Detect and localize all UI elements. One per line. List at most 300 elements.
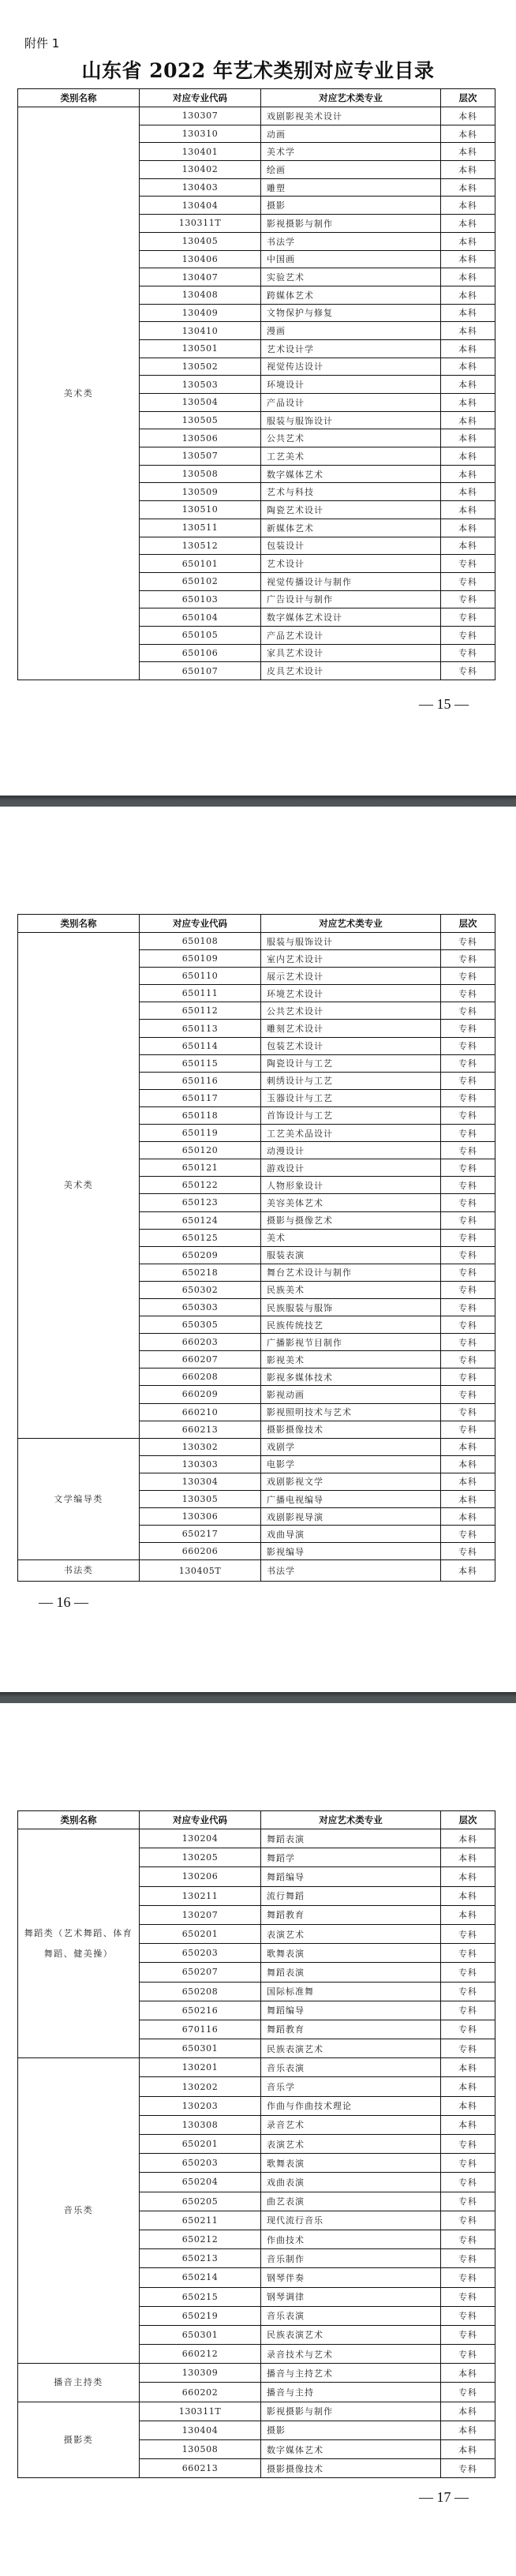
major-code-cell: 650113 [140, 1020, 261, 1037]
major-code-cell: 130201 [140, 2058, 261, 2077]
level-cell: 本科 [441, 376, 495, 394]
major-code-cell: 650217 [140, 1526, 261, 1543]
level-cell: 专科 [441, 1020, 495, 1037]
major-name-cell: 戏曲导演 [261, 1526, 441, 1543]
major-code-cell: 650105 [140, 626, 261, 644]
level-cell: 本科 [441, 161, 495, 179]
major-code-cell: 650106 [140, 644, 261, 662]
major-name-cell: 服装表演 [261, 1246, 441, 1264]
major-name-cell: 民族美术 [261, 1281, 441, 1298]
major-code-cell: 650204 [140, 2173, 261, 2192]
level-cell: 专科 [441, 590, 495, 608]
header-code: 对应专业代码 [140, 89, 261, 107]
major-code-cell: 650215 [140, 2287, 261, 2306]
major-name-cell: 流行舞蹈 [261, 1886, 441, 1905]
level-cell: 本科 [441, 465, 495, 483]
major-code-cell: 650301 [140, 2325, 261, 2344]
major-code-cell: 130503 [140, 376, 261, 394]
major-name-cell: 曲艺表演 [261, 2192, 441, 2211]
document-title: 山东省 2022 年艺术类别对应专业目录 [81, 59, 435, 82]
major-code-cell: 650214 [140, 2268, 261, 2287]
major-name-cell: 钢琴伴奏 [261, 2268, 441, 2287]
level-cell: 专科 [441, 555, 495, 573]
level-cell: 专科 [441, 572, 495, 590]
major-code-cell: 130204 [140, 1829, 261, 1848]
major-code-cell: 130310 [140, 125, 261, 143]
major-name-cell: 戏剧影视导演 [261, 1508, 441, 1526]
major-name-cell: 首饰设计与工艺 [261, 1106, 441, 1124]
major-code-cell: 650112 [140, 1002, 261, 1020]
level-cell: 本科 [441, 1438, 495, 1455]
major-code-cell: 650104 [140, 608, 261, 627]
header-category: 类别名称 [18, 915, 140, 933]
level-cell: 本科 [441, 2058, 495, 2077]
major-name-cell: 绘画 [261, 161, 441, 179]
major-name-cell: 作曲技术 [261, 2230, 441, 2248]
category-name-cell: 文学编导类 [18, 1438, 140, 1560]
level-cell: 专科 [441, 1037, 495, 1054]
major-code-cell: 130405 [140, 232, 261, 250]
major-code-cell: 670116 [140, 2020, 261, 2039]
major-name-cell: 公共艺术 [261, 429, 441, 447]
level-cell: 本科 [441, 286, 495, 304]
level-cell: 专科 [441, 1982, 495, 2001]
major-code-cell: 650109 [140, 950, 261, 968]
level-cell: 本科 [441, 2364, 495, 2383]
major-code-cell: 650212 [140, 2230, 261, 2248]
major-name-cell: 雕塑 [261, 178, 441, 197]
major-name-cell: 影视编导 [261, 1543, 441, 1560]
level-cell: 本科 [441, 447, 495, 466]
major-code-cell: 130206 [140, 1867, 261, 1886]
level-cell: 本科 [441, 537, 495, 555]
major-name-cell: 漫画 [261, 322, 441, 340]
major-code-cell: 650208 [140, 1982, 261, 2001]
major-name-cell: 音乐表演 [261, 2306, 441, 2325]
major-code-cell: 660202 [140, 2383, 261, 2402]
major-name-cell: 摄影摄像技术 [261, 1421, 441, 1438]
major-name-cell: 现代流行音乐 [261, 2211, 441, 2230]
header-major: 对应艺术类专业 [261, 1811, 441, 1829]
major-name-cell: 电影学 [261, 1455, 441, 1473]
major-name-cell: 录音技术与艺术 [261, 2345, 441, 2364]
table-row [18, 2364, 495, 2383]
major-code-cell: 650213 [140, 2249, 261, 2268]
major-name-cell: 美术 [261, 1229, 441, 1246]
level-cell: 本科 [441, 2421, 495, 2439]
level-cell: 本科 [441, 268, 495, 286]
table-header-row [18, 1811, 495, 1829]
category-name-cell: 美术类 [18, 107, 140, 680]
level-cell: 本科 [441, 1473, 495, 1490]
level-cell: 本科 [441, 501, 495, 519]
level-cell: 专科 [441, 1944, 495, 1963]
level-cell: 本科 [441, 1886, 495, 1905]
major-name-cell: 播音与主持艺术 [261, 2364, 441, 2383]
major-name-cell: 书法学 [261, 1560, 441, 1582]
major-code-cell: 650101 [140, 555, 261, 573]
level-cell: 专科 [441, 2039, 495, 2058]
level-cell: 本科 [441, 394, 495, 412]
major-name-cell: 民族传统技艺 [261, 1316, 441, 1334]
major-name-cell: 舞蹈学 [261, 1848, 441, 1867]
major-name-cell: 公共艺术设计 [261, 1002, 441, 1020]
level-cell: 专科 [441, 644, 495, 662]
major-code-cell: 130207 [140, 1905, 261, 1924]
major-code-cell: 650209 [140, 1246, 261, 1264]
major-code-cell: 650201 [140, 2135, 261, 2154]
major-code-cell: 130309 [140, 2364, 261, 2383]
header-category: 类别名称 [18, 1811, 140, 1829]
major-name-cell: 表演艺术 [261, 2135, 441, 2154]
major-code-cell: 130501 [140, 339, 261, 358]
level-cell: 本科 [441, 107, 495, 125]
level-cell: 专科 [441, 2325, 495, 2344]
major-code-cell: 130303 [140, 1455, 261, 1473]
major-code-cell: 130511 [140, 519, 261, 537]
major-code-cell: 130410 [140, 322, 261, 340]
major-name-cell: 刺绣设计与工艺 [261, 1072, 441, 1089]
level-cell: 专科 [441, 1264, 495, 1281]
major-name-cell: 影视动画 [261, 1386, 441, 1403]
major-code-cell: 130507 [140, 447, 261, 466]
level-cell: 专科 [441, 2211, 495, 2230]
major-code-cell: 130502 [140, 358, 261, 376]
level-cell: 本科 [441, 339, 495, 358]
category-name-cell: 书法类 [18, 1560, 140, 1582]
major-name-cell: 游戏设计 [261, 1159, 441, 1177]
major-code-cell: 130311T [140, 2402, 261, 2421]
level-cell: 本科 [441, 358, 495, 376]
major-code-cell: 650203 [140, 2154, 261, 2173]
major-code-cell: 650118 [140, 1106, 261, 1124]
major-code-cell: 650111 [140, 985, 261, 1002]
level-cell: 专科 [441, 1526, 495, 1543]
major-name-cell: 民族表演艺术 [261, 2325, 441, 2344]
major-name-cell: 影视照明技术与艺术 [261, 1403, 441, 1421]
major-name-cell: 戏曲表演 [261, 2173, 441, 2192]
level-cell: 专科 [441, 2383, 495, 2402]
level-cell: 本科 [441, 2440, 495, 2459]
level-cell: 本科 [441, 1848, 495, 1867]
major-code-cell: 130306 [140, 1508, 261, 1526]
level-cell: 专科 [441, 1194, 495, 1211]
major-name-cell: 摄影 [261, 2421, 441, 2439]
major-table-page-17 [17, 1810, 495, 2478]
major-code-cell: 660212 [140, 2345, 261, 2364]
major-name-cell: 包装艺术设计 [261, 1037, 441, 1054]
level-cell: 本科 [441, 250, 495, 268]
major-code-cell: 130407 [140, 268, 261, 286]
major-name-cell: 歌舞表演 [261, 2154, 441, 2173]
major-code-cell: 650116 [140, 1072, 261, 1089]
header-code: 对应专业代码 [140, 915, 261, 933]
major-code-cell: 130305 [140, 1491, 261, 1508]
major-name-cell: 产品艺术设计 [261, 626, 441, 644]
major-code-cell: 650114 [140, 1037, 261, 1054]
table-row [18, 2058, 495, 2077]
major-code-cell: 650303 [140, 1298, 261, 1316]
major-name-cell: 动漫设计 [261, 1142, 441, 1159]
level-cell: 专科 [441, 1368, 495, 1386]
level-cell: 专科 [441, 2001, 495, 2020]
level-cell: 本科 [441, 2077, 495, 2096]
level-cell: 专科 [441, 2135, 495, 2154]
table-row [18, 107, 495, 125]
level-cell: 本科 [441, 125, 495, 143]
major-code-cell: 130202 [140, 2077, 261, 2096]
major-code-cell: 650301 [140, 2039, 261, 2058]
table-header-row [18, 89, 495, 107]
major-code-cell: 650117 [140, 1089, 261, 1106]
level-cell: 专科 [441, 1177, 495, 1194]
major-name-cell: 音乐学 [261, 2077, 441, 2096]
category-name-cell: 播音主持类 [18, 2364, 140, 2402]
major-code-cell: 650123 [140, 1194, 261, 1211]
major-name-cell: 国际标准舞 [261, 1982, 441, 2001]
major-name-cell: 戏剧影视美术设计 [261, 107, 441, 125]
level-cell: 专科 [441, 1963, 495, 1982]
level-cell: 本科 [441, 215, 495, 233]
major-code-cell: 130405T [140, 1560, 261, 1582]
level-cell: 专科 [441, 1229, 495, 1246]
header-major: 对应艺术类专业 [261, 915, 441, 933]
major-name-cell: 广播电视编导 [261, 1491, 441, 1508]
major-code-cell: 650218 [140, 1264, 261, 1281]
major-name-cell: 舞蹈教育 [261, 1905, 441, 1924]
level-cell: 专科 [441, 2173, 495, 2192]
major-name-cell: 人物形象设计 [261, 1177, 441, 1194]
major-name-cell: 视觉传达设计 [261, 358, 441, 376]
level-cell: 专科 [441, 1351, 495, 1368]
major-name-cell: 美容美体艺术 [261, 1194, 441, 1211]
major-name-cell: 服装与服饰设计 [261, 411, 441, 429]
major-name-cell: 舞蹈表演 [261, 1829, 441, 1848]
major-name-cell: 环境艺术设计 [261, 985, 441, 1002]
major-code-cell: 660207 [140, 1351, 261, 1368]
level-cell: 专科 [441, 1054, 495, 1072]
level-cell: 专科 [441, 1211, 495, 1229]
header-level: 层次 [441, 915, 495, 933]
major-code-cell: 650121 [140, 1159, 261, 1177]
major-name-cell: 文物保护与修复 [261, 304, 441, 322]
level-cell: 专科 [441, 968, 495, 985]
major-name-cell: 包装设计 [261, 537, 441, 555]
major-name-cell: 民族表演艺术 [261, 2039, 441, 2058]
major-name-cell: 服装与服饰设计 [261, 933, 441, 950]
level-cell: 专科 [441, 1089, 495, 1106]
major-name-cell: 舞台艺术设计与制作 [261, 1264, 441, 1281]
level-cell: 专科 [441, 1072, 495, 1089]
level-cell: 专科 [441, 2020, 495, 2039]
major-code-cell: 130211 [140, 1886, 261, 1905]
header-major: 对应艺术类专业 [261, 89, 441, 107]
major-code-cell: 650119 [140, 1125, 261, 1142]
major-code-cell: 130403 [140, 178, 261, 197]
major-name-cell: 摄影 [261, 197, 441, 215]
major-name-cell: 中国画 [261, 250, 441, 268]
major-name-cell: 数字媒体艺术 [261, 465, 441, 483]
major-name-cell: 影视美术 [261, 1351, 441, 1368]
major-code-cell: 660209 [140, 1386, 261, 1403]
major-code-cell: 650103 [140, 590, 261, 608]
category-name-cell: 摄影类 [18, 2402, 140, 2478]
level-cell: 专科 [441, 1403, 495, 1421]
major-code-cell: 650207 [140, 1963, 261, 1982]
major-code-cell: 650201 [140, 1924, 261, 1943]
attachment-label: 附件 1 [24, 36, 60, 51]
major-name-cell: 音乐制作 [261, 2249, 441, 2268]
level-cell: 本科 [441, 322, 495, 340]
level-cell: 本科 [441, 1560, 495, 1582]
major-code-cell: 650124 [140, 1211, 261, 1229]
category-name-cell: 音乐类 [18, 2058, 140, 2364]
major-name-cell: 雕刻艺术设计 [261, 1020, 441, 1037]
level-cell: 专科 [441, 1298, 495, 1316]
major-code-cell: 130404 [140, 2421, 261, 2439]
major-name-cell: 影视摄影与制作 [261, 2402, 441, 2421]
page-number-17: — 17 — [419, 2489, 469, 2505]
level-cell: 本科 [441, 2115, 495, 2134]
major-name-cell: 家具艺术设计 [261, 644, 441, 662]
page-separator [0, 1692, 516, 1703]
major-name-cell: 美术学 [261, 143, 441, 161]
major-code-cell: 660213 [140, 1421, 261, 1438]
major-name-cell: 艺术设计 [261, 555, 441, 573]
major-name-cell: 影视多媒体技术 [261, 1368, 441, 1386]
major-name-cell: 影视摄影与制作 [261, 215, 441, 233]
level-cell: 本科 [441, 483, 495, 501]
level-cell: 专科 [441, 1159, 495, 1177]
major-code-cell: 130311T [140, 215, 261, 233]
major-name-cell: 新媒体艺术 [261, 519, 441, 537]
major-code-cell: 650110 [140, 968, 261, 985]
level-cell: 专科 [441, 2306, 495, 2325]
category-name-cell: 舞蹈类（艺术舞蹈、体育舞蹈、健美操） [18, 1829, 140, 2058]
level-cell: 本科 [441, 304, 495, 322]
major-name-cell: 动画 [261, 125, 441, 143]
major-name-cell: 艺术设计学 [261, 339, 441, 358]
major-code-cell: 130404 [140, 197, 261, 215]
level-cell: 专科 [441, 1002, 495, 1020]
level-cell: 本科 [441, 519, 495, 537]
major-name-cell: 玉器设计与工艺 [261, 1089, 441, 1106]
level-cell: 本科 [441, 411, 495, 429]
table-row [18, 933, 495, 950]
major-code-cell: 650107 [140, 662, 261, 680]
level-cell: 专科 [441, 950, 495, 968]
level-cell: 本科 [441, 197, 495, 215]
level-cell: 本科 [441, 1867, 495, 1886]
level-cell: 本科 [441, 1455, 495, 1473]
major-code-cell: 650302 [140, 1281, 261, 1298]
major-code-cell: 130205 [140, 1848, 261, 1867]
major-code-cell: 130304 [140, 1473, 261, 1490]
major-code-cell: 660208 [140, 1368, 261, 1386]
major-code-cell: 650120 [140, 1142, 261, 1159]
level-cell: 本科 [441, 2096, 495, 2115]
major-code-cell: 660213 [140, 2459, 261, 2478]
level-cell: 本科 [441, 2402, 495, 2421]
header-level: 层次 [441, 89, 495, 107]
major-name-cell: 歌舞表演 [261, 1944, 441, 1963]
major-name-cell: 广播影视节目制作 [261, 1334, 441, 1351]
level-cell: 专科 [441, 662, 495, 680]
major-name-cell: 数字媒体艺术 [261, 2440, 441, 2459]
major-name-cell: 跨媒体艺术 [261, 286, 441, 304]
major-name-cell: 钢琴调律 [261, 2287, 441, 2306]
major-name-cell: 音乐表演 [261, 2058, 441, 2077]
major-code-cell: 660206 [140, 1543, 261, 1560]
level-cell: 专科 [441, 2287, 495, 2306]
major-name-cell: 数字媒体艺术设计 [261, 608, 441, 627]
major-code-cell: 650205 [140, 2192, 261, 2211]
table-row [18, 1829, 495, 1848]
header-category: 类别名称 [18, 89, 140, 107]
major-name-cell: 广告设计与制作 [261, 590, 441, 608]
major-code-cell: 650125 [140, 1229, 261, 1246]
level-cell: 专科 [441, 2192, 495, 2211]
major-code-cell: 130509 [140, 483, 261, 501]
major-name-cell: 陶瓷艺术设计 [261, 501, 441, 519]
level-cell: 专科 [441, 1386, 495, 1403]
table-row [18, 1438, 495, 1455]
major-name-cell: 展示艺术设计 [261, 968, 441, 985]
major-code-cell: 130506 [140, 429, 261, 447]
major-code-cell: 130406 [140, 250, 261, 268]
table-row [18, 1560, 495, 1582]
major-name-cell: 书法学 [261, 232, 441, 250]
table-header-row [18, 915, 495, 933]
major-code-cell: 650219 [140, 2306, 261, 2325]
level-cell: 专科 [441, 1125, 495, 1142]
header-code: 对应专业代码 [140, 1811, 261, 1829]
level-cell: 本科 [441, 1905, 495, 1924]
major-code-cell: 130508 [140, 2440, 261, 2459]
page-number-15: — 15 — [419, 696, 469, 712]
major-name-cell: 摄影摄像技术 [261, 2459, 441, 2478]
level-cell: 专科 [441, 1316, 495, 1334]
table-row [18, 2402, 495, 2421]
major-name-cell: 工艺美术品设计 [261, 1125, 441, 1142]
level-cell: 本科 [441, 1508, 495, 1526]
major-code-cell: 130401 [140, 143, 261, 161]
major-name-cell: 视觉传播设计与制作 [261, 572, 441, 590]
major-code-cell: 130510 [140, 501, 261, 519]
major-code-cell: 650203 [140, 1944, 261, 1963]
level-cell: 专科 [441, 2345, 495, 2364]
level-cell: 专科 [441, 1246, 495, 1264]
major-code-cell: 130409 [140, 304, 261, 322]
level-cell: 专科 [441, 1142, 495, 1159]
major-code-cell: 660203 [140, 1334, 261, 1351]
major-code-cell: 650122 [140, 1177, 261, 1194]
major-code-cell: 650102 [140, 572, 261, 590]
major-name-cell: 舞蹈教育 [261, 2020, 441, 2039]
major-code-cell: 130302 [140, 1438, 261, 1455]
major-name-cell: 陶瓷设计与工艺 [261, 1054, 441, 1072]
level-cell: 专科 [441, 1334, 495, 1351]
level-cell: 本科 [441, 143, 495, 161]
level-cell: 专科 [441, 985, 495, 1002]
major-code-cell: 660210 [140, 1403, 261, 1421]
major-name-cell: 皮具艺术设计 [261, 662, 441, 680]
category-name-cell: 美术类 [18, 933, 140, 1439]
page-number-16: — 16 — [39, 1594, 88, 1610]
level-cell: 专科 [441, 2268, 495, 2287]
major-code-cell: 130505 [140, 411, 261, 429]
level-cell: 本科 [441, 232, 495, 250]
